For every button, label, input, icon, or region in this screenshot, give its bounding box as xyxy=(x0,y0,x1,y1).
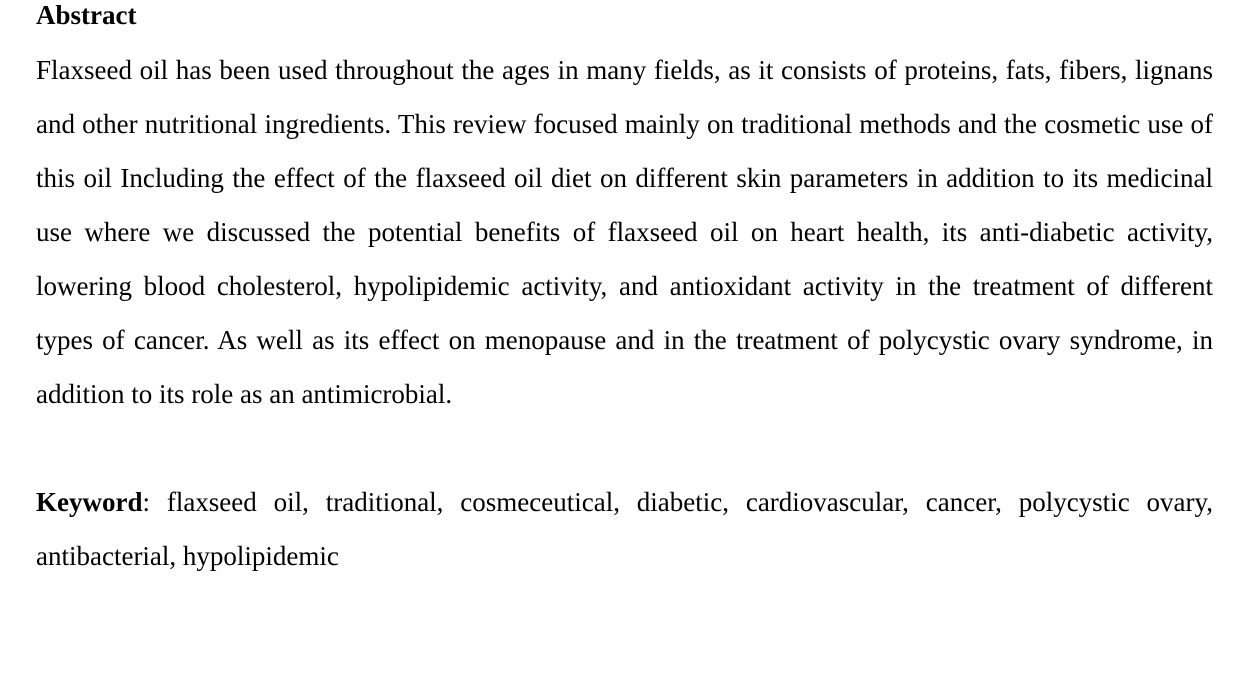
abstract-section xyxy=(36,0,1213,583)
keywords-paragraph xyxy=(36,475,1213,583)
abstract-text: Flaxseed oil has been used throughout the ages in many fields, as it consists of proteins, fats, fibers, lignans and other nutritional ingredients. This review focused mainly on traditional methods and the cosmetic use of this oil Including the effect of the flaxseed oil diet on different skin parameters in addition to its medicinal use where we discussed the potential benefits of flaxseed oil on heart health, its anti-diabetic activity, lowering blood cholesterol, hypolipidemic activity, and antioxidant activity in the treatment of different types of cancer. As well as its effect on menopause and in the treatment of polycystic ovary syndrome, in addition to its role as an antimicrobial. xyxy=(36,55,1213,409)
abstract-heading: Abstract xyxy=(36,0,137,30)
keywords-text: flaxseed oil, traditional, cosmeceutical, diabetic, cardiovascular, cancer, polycystic ovary, antibacterial, hypolipidemic xyxy=(36,487,1213,571)
keywords-separator: : xyxy=(142,487,167,517)
keywords-label: Keyword xyxy=(36,487,143,517)
